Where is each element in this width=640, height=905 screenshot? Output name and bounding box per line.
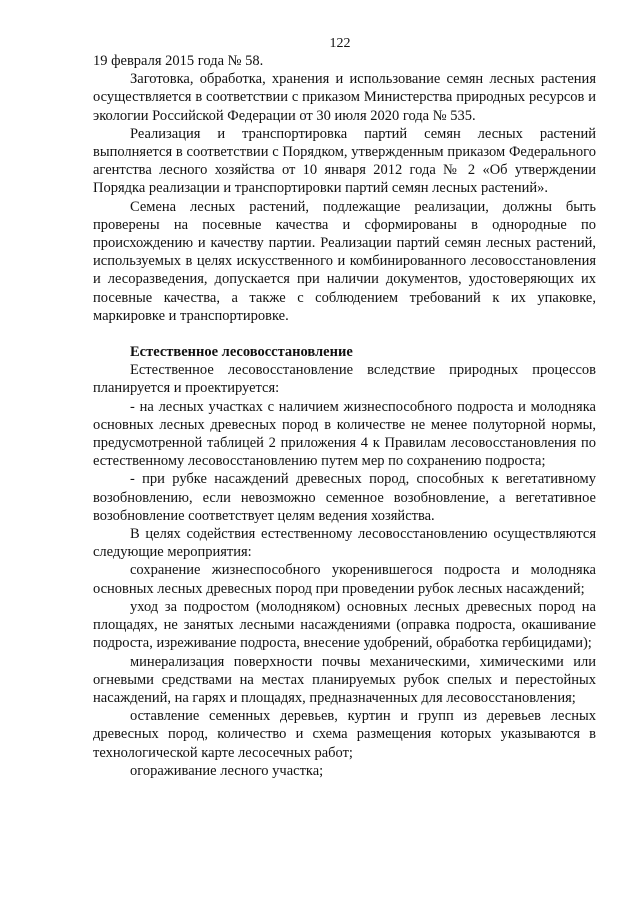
section-heading: Естественное лесовосстановление (130, 344, 353, 361)
paragraph-measure-mineralization: минерализация поверхности почвы механическими, химическими или огневыми средствами на местах планируемых рубок спелых и перестойных насаждений, на гарях и площадях, предназначенных для лесовосстановления; (93, 653, 596, 706)
section-spacer (93, 325, 596, 343)
paragraph-natural-item-vegetative: - при рубке насаждений древесных пород, способных к вегетативному возобновлению, если невозможно семенное возобновление, а вегетативное возобновление соответствует целям ведения хозяйства. (93, 471, 596, 524)
paragraph-measure-care: уход за подростом (молодняком) основных лесных древесных пород на площадях, не занятых лесными насаждениями (оправка подроста, окашивание подроста, изреживание подроста, внесение удобрений, обработка гербицидами); (93, 598, 596, 652)
paragraph-measure-preservation: сохранение жизнеспособного укоренившегося подроста и молодняка основных лесных древесных пород при проведении рубок лесных насаждений; (93, 562, 596, 597)
paragraph-natural-intro: Естественное лесовосстановление вследствие природных процессов планируется и проектируется: (93, 362, 596, 397)
paragraph-seed-sale: Семена лесных растений, подлежащие реализации, должны быть проверены на посевные качества и сформированы в однородные по происхождению и качеству партии. Реализации партий семян лесных растений, используемых в целях искусственного и комбинированного лесовосстановления и лесоразведения, допускается при наличии документов, удостоверяющих их посевные качества, а также с соблюдением требований к их упаковке, маркировке и транспортировке. (93, 198, 596, 324)
paragraph-assistance-intro: В целях содействия естественному лесовосстановлению осуществляются следующие мероприятия: (93, 526, 596, 561)
document-body (93, 52, 596, 780)
paragraph-seed-procurement: Заготовка, обработка, хранения и использование семян лесных растения осуществляется в соответствии с приказом Министерства природных ресурсов и экологии Российской Федерации от 30 июля 2020 года № 535. (93, 71, 596, 124)
page-number: 122 (329, 36, 351, 51)
paragraph-natural-item-undergrowth: - на лесных участках с наличием жизнеспособного подроста и молодняка основных лесных древесных пород в количестве не менее полуторной нормы, предусмотренной таблицей 2 приложения 4 к Правилам лесовосстановления по естественному лесовосстановлению путем мер по сохранению подроста; (93, 398, 596, 470)
paragraph-measure-fencing: огораживание лесного участка; (130, 762, 324, 779)
paragraph-measure-seed-trees: оставление семенных деревьев, куртин и групп из деревьев лесных древесных пород, количество и схема размещения которых указываются в технологической карте лесосечных работ; (93, 708, 596, 761)
paragraph-order-reference: 19 февраля 2015 года № 58. (93, 53, 264, 69)
paragraph-seed-transport: Реализация и транспортировка партий семян лесных растений выполняется в соответствии с Порядком, утвержденным приказом Федерального агентства лесного хозяйства от 10 января 2012 года № 2 «Об утверждении Порядка реализации и транспортировки партий семян лесных растений». (93, 125, 596, 197)
